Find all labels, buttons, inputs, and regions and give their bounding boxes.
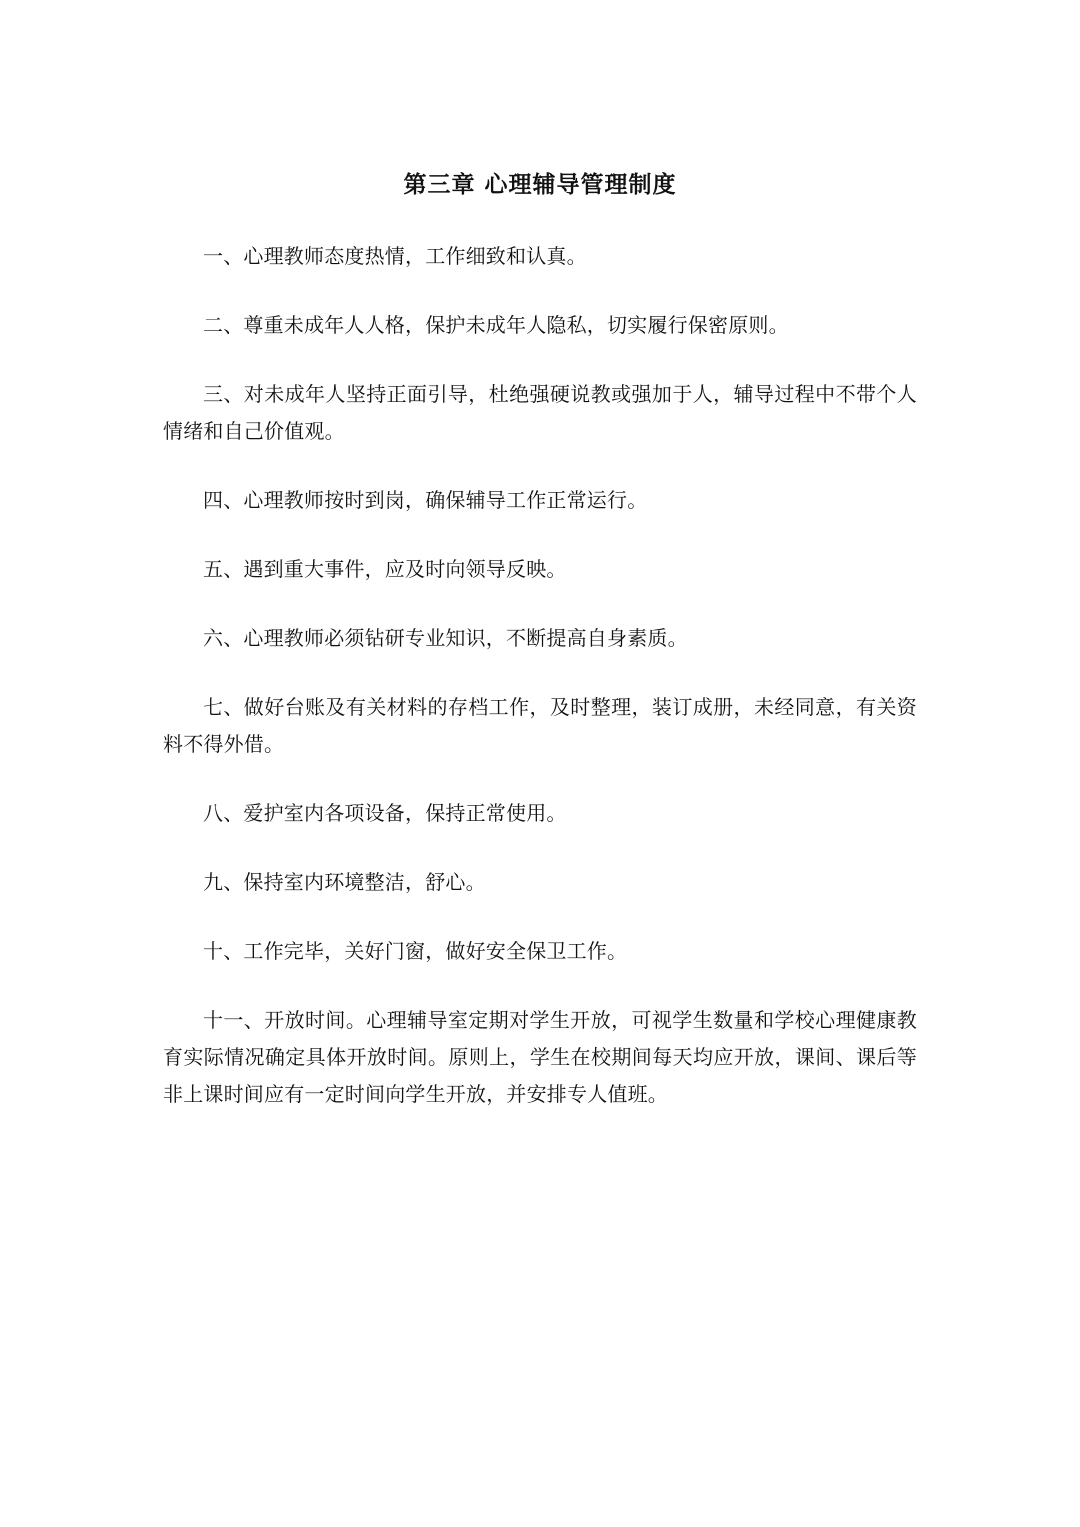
rule-item-2: 二、尊重未成年人人格，保护未成年人隐私，切实履行保密原则。 [203, 313, 789, 337]
rule-item-5: 五、遇到重大事件，应及时向领导反映。 [203, 557, 567, 581]
rule-item-6: 六、心理教师必须钻研专业知识，不断提高自身素质。 [203, 626, 688, 650]
rule-item-3: 三、对未成年人坚持正面引导，杜绝强硬说教或强加于人，辅导过程中不带个人情绪和自己价值观。 [163, 382, 917, 443]
rule-item-11: 十一、开放时间。心理辅导室定期对学生开放，可视学生数量和学校心理健康教育实际情况确定具体开放时间。原则上，学生在校期间每天均应开放，课间、课后等非上课时间应有一定时间向学生开放，并安排专人值班。 [163, 1008, 917, 1106]
rule-item-7: 七、做好台账及有关材料的存档工作，及时整理，装订成册，未经同意，有关资料不得外借。 [163, 695, 917, 756]
rule-item-1: 一、心理教师态度热情，工作细致和认真。 [203, 244, 587, 268]
rule-item-9: 九、保持室内环境整洁，舒心。 [203, 870, 486, 894]
document-body [163, 238, 917, 1145]
rule-item-8: 八、爱护室内各项设备，保持正常使用。 [203, 801, 567, 825]
rule-item-10: 十、工作完毕，关好门窗，做好安全保卫工作。 [203, 939, 628, 963]
page-title: 第三章 心理辅导管理制度 [403, 172, 677, 198]
rule-item-4: 四、心理教师按时到岗，确保辅导工作正常运行。 [203, 488, 648, 512]
